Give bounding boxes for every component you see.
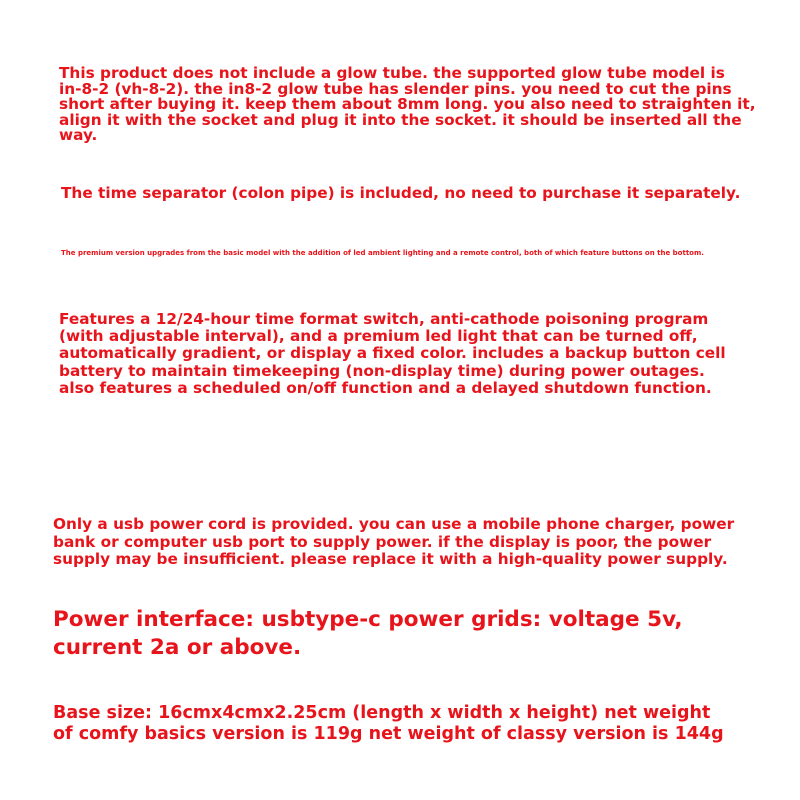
power-interface-spec: Power interface: usbtype-c power grids: voltage 5v, current 2a or above. (53, 607, 683, 660)
time-separator-note: The time separator (colon pipe) is included, no need to purchase it separately. (61, 184, 741, 202)
usb-power-note: Only a usb power cord is provided. you can use a mobile phone charger, power bank or computer usb port to supply power. if the display is poor, the power supply may be insufficient. please replace it with a high-quality power supply. (53, 515, 735, 568)
glow-tube-notice: This product does not include a glow tube. the supported glow tube model is in-8-2 (vh-8-2). the in8-2 glow tube has slender pins. you need to cut the pins short after buying it. keep them about 8mm long. you also need to straighten it, align it with the socket and plug it into the socket. it should be inserted all the way. (59, 64, 756, 144)
base-size-spec: Base size: 16cmx4cmx2.25cm (length x width x height) net weight of comfy basics version is 119g net weight of classy version is 144g (53, 703, 724, 744)
features-description: Features a 12/24-hour time format switch, anti-cathode poisoning program (with adjustable interval), and a premium led light that can be turned off, automatically gradient, or display a fixed color. includes a backup button cell battery to maintain timekeeping (non-display time) during power outages. also features a scheduled on/off function and a delayed shutdown function. (59, 310, 726, 397)
premium-version-note: The premium version upgrades from the basic model with the addition of led ambient lighting and a remote control, both of which feature buttons on the bottom. (61, 249, 704, 257)
